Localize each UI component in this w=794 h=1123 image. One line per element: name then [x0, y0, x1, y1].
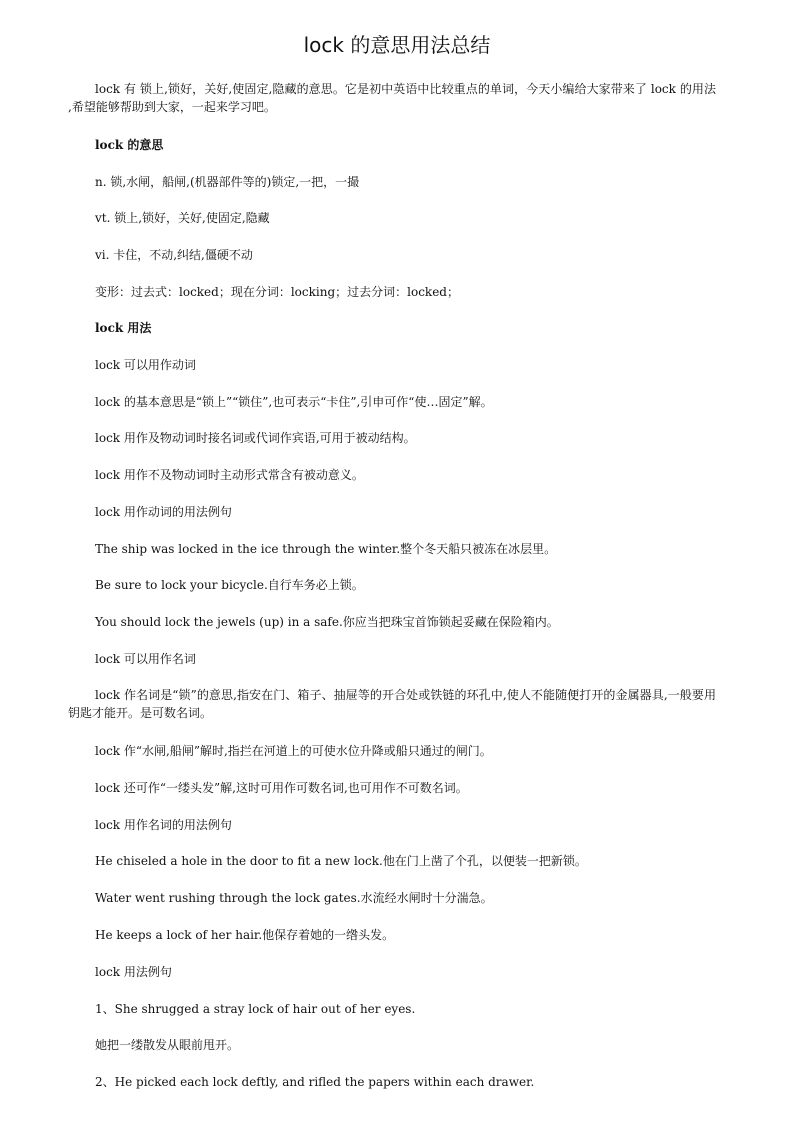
verb-paragraph-1: lock 的基本意思是“锁上”“锁住”,也可表示“卡住”,引申可作“使…固定”解。	[95, 395, 493, 409]
meaning-heading: lock 的意思	[95, 138, 164, 152]
verb-examples-heading: lock 用作动词的用法例句	[95, 505, 232, 519]
verb-example-2: Be sure to lock your bicycle.自行车务必上锁。	[95, 578, 364, 592]
noun-paragraph-1: lock 作名词是“锁”的意思,指安在门、箱子、抽屉等的开合处或铁链的环孔中,使人不能随便打开的金属器具,一般要用钥匙才能开。是可数名词。	[68, 688, 716, 720]
sentences-heading: lock 用法例句	[95, 965, 172, 979]
verb-example-3: You should lock the jewels (up) in a safe.你应当把珠宝首饰锁起妥藏在保险箱内。	[95, 615, 559, 629]
verb-example-1: The ship was locked in the ice through the winter.整个冬天船只被冻在冰层里。	[95, 542, 557, 556]
meaning-transitive-verb: vt. 锁上,锁好，关好,使固定,隐藏	[95, 211, 270, 225]
intro-paragraph: lock 有 锁上,锁好，关好,使固定,隐藏的意思。它是初中英语中比较重点的单词，今天小编给大家带来了 lock 的用法 ,希望能够帮助到大家，一起来学习吧。	[68, 82, 716, 114]
usage-heading: lock 用法	[95, 321, 152, 335]
noun-example-1: He chiseled a hole in the door to fit a new lock.他在门上凿了个孔，以便装一把新锁。	[95, 854, 587, 868]
verb-paragraph-2: lock 用作及物动词时接名词或代词作宾语,可用于被动结构。	[95, 431, 416, 445]
document-title: lock 的意思用法总结	[303, 33, 491, 57]
meaning-intransitive-verb: vi. 卡住，不动,纠结,僵硬不动	[95, 248, 253, 262]
noun-example-3: He keeps a lock of her hair.他保存着她的一绺头发。	[95, 928, 395, 942]
meaning-noun: n. 锁,水闸，船闸,(机器部件等的)锁定,一把，一撮	[95, 175, 360, 189]
sentence-1-english: 1、She shrugged a stray lock of hair out of her eyes.	[95, 1002, 416, 1016]
sentence-2-english: 2、He picked each lock deftly, and rifled the papers within each drawer.	[95, 1075, 535, 1089]
verb-section-heading: lock 可以用作动词	[95, 358, 196, 372]
word-forms: 变形：过去式：locked；现在分词：locking；过去分词：locked；	[95, 285, 459, 299]
verb-paragraph-3: lock 用作不及物动词时主动形式常含有被动意义。	[95, 468, 364, 482]
sentence-1-chinese: 她把一缕散发从眼前甩开。	[95, 1038, 240, 1052]
noun-examples-heading: lock 用作名词的用法例句	[95, 818, 232, 832]
noun-example-2: Water went rushing through the lock gates.水流经水闸时十分湍急。	[95, 891, 493, 905]
noun-section-heading: lock 可以用作名词	[95, 652, 196, 666]
noun-paragraph-3: lock 还可作“一缕头发”解,这时可用作可数名词,也可用作不可数名词。	[95, 781, 468, 795]
noun-paragraph-2: lock 作“水闸,船闸”解时,指拦在河道上的可使水位升降或船只通过的闸门。	[95, 744, 492, 758]
